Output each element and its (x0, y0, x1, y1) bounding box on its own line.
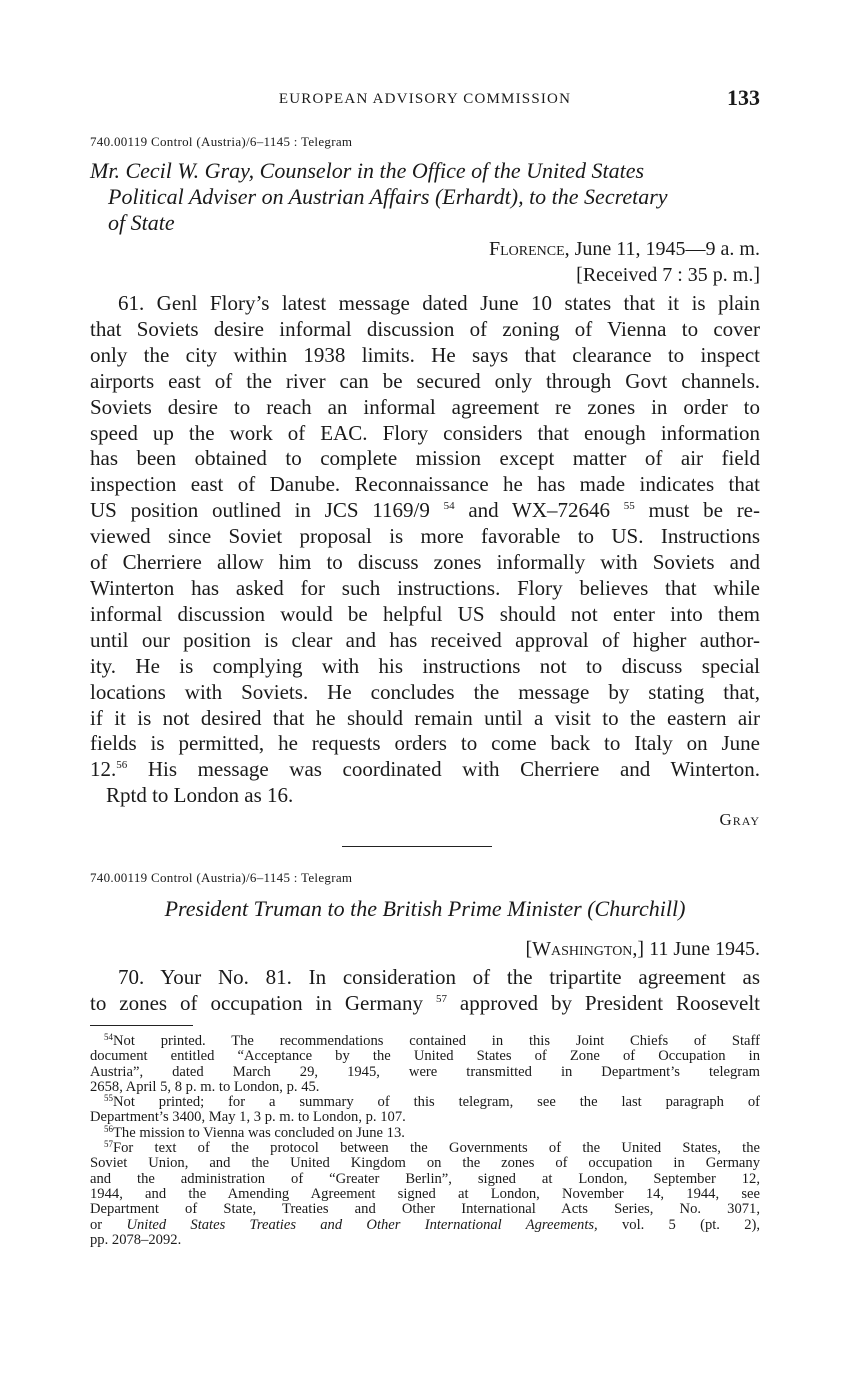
page-number: 133 (727, 85, 760, 110)
section-divider (342, 846, 492, 847)
footnote-line: Soviet Union, and the United Kingdom on the zones of occupation in Germany (90, 1155, 760, 1172)
page-header (90, 85, 760, 118)
footnote-ref-56[interactable]: 56 (116, 759, 128, 772)
footnote-56 (90, 1123, 760, 1141)
body-line (90, 498, 760, 524)
document-heading: President Truman to the British Prime Minister (Churchill) (164, 896, 686, 921)
footnote-line (90, 1095, 760, 1110)
body-text-segment: and WX–72646 (468, 498, 611, 523)
dateline-date: June 11, 1945—9 a. m. (574, 238, 760, 260)
body-line: 70. Your No. 81. In consideration of the tripartite agreement as (118, 965, 760, 989)
footnote-line: 2658, April 5, 8 p. m. to London, p. 45. (90, 1078, 320, 1095)
dateline-place: [Washington,] (525, 938, 645, 960)
footnote-text: or (90, 1216, 103, 1233)
body-line: that Soviets desire informal discussion of zoning of Vienna to cover (90, 316, 760, 341)
heading-line: Mr. Cecil W. Gray, Counselor in the Office of the United States (90, 158, 645, 183)
footnote-text: Not printed. The recommendations contained in this Joint Chiefs of Staff (113, 1033, 760, 1049)
body-text-segment: to zones of occupation in Germany (90, 990, 423, 1015)
footnote-text: Not printed; for a summary of this telegram, see the last paragraph of (113, 1094, 760, 1111)
body-line: locations with Soviets. He concludes the message by stating that, (90, 679, 760, 704)
body-line: until our position is clear and has received approval of higher author- (90, 627, 760, 652)
message-body (90, 965, 760, 1017)
body-line: Winterton has asked for such instructions. Flory believes that while (90, 575, 760, 600)
body-text-segment: must be re- (648, 498, 760, 523)
body-text-segment: 12. (90, 757, 117, 782)
body-line: airports east of the river can be secured only through Govt channels. (90, 368, 760, 393)
file-reference: 740.00119 Control (Austria)/6–1145 : Telegram (90, 870, 353, 885)
footnote-mark: 54 (104, 1032, 113, 1042)
footnote-line: Department’s 3400, May 1, 3 p. m. to London, p. 107. (90, 1109, 406, 1126)
footnote-55 (90, 1095, 760, 1126)
footnote-line: and the administration of “Greater Berlin”, signed at London, September 12, (90, 1170, 760, 1187)
footnote-mark: 55 (104, 1093, 113, 1104)
footnotes (90, 1034, 760, 1248)
received-time: [Received 7 : 35 p. m.] (576, 264, 760, 286)
body-line: inspection east of Danube. Reconnaissance he has made indicates that (90, 472, 760, 497)
footnote-rule (90, 1025, 193, 1026)
body-line: ity. He is complying with his instructions not to discuss special (90, 653, 760, 678)
heading-line: Political Adviser on Austrian Affairs (Erhardt), to the Secretary (108, 184, 668, 209)
footnote-mark: 56 (104, 1123, 113, 1134)
footnote-text: For text of the protocol between the Governments of the United States, the (113, 1140, 760, 1157)
body-line: speed up the work of EAC. Flory considers that enough information (90, 420, 760, 445)
dateline-date: 11 June 1945. (649, 938, 760, 960)
dateline (489, 236, 760, 262)
footnote-line (90, 1141, 760, 1156)
publication-title: United States Treaties and Other International Agreements, (126, 1216, 598, 1233)
footnote-text: vol. 5 (pt. 2), (621, 1216, 760, 1233)
body-line: only the city within 1938 limits. He says that clearance to inspect (90, 342, 760, 367)
footnote-ref-54[interactable]: 54 (443, 500, 455, 513)
body-line: Soviets desire to reach an informal agreement re zones in order to (90, 394, 760, 419)
body-line: has been obtained to complete mission except matter of air field (90, 446, 760, 471)
footnote-line (90, 1218, 760, 1233)
footnote-54 (90, 1034, 760, 1095)
body-line: viewed since Soviet proposal is more favorable to US. Instructions (90, 524, 760, 549)
footnote-line: 1944, and the Amending Agreement signed at London, November 14, 1944, see (90, 1185, 760, 1202)
body-line (90, 757, 760, 783)
signature: Gray (719, 810, 760, 829)
body-text-segment: approved by President Roosevelt (459, 990, 761, 1015)
body-line: 61. Genl Flory’s latest message dated June 10 states that it is plain (118, 291, 760, 315)
body-line: informal discussion would be helpful US should not enter into them (90, 601, 760, 626)
footnote-ref-55[interactable]: 55 (623, 500, 635, 513)
body-line: Rptd to London as 16. (106, 783, 294, 808)
footnote-line (90, 1034, 760, 1049)
body-text-segment: His message was coordinated with Cherriere and Winterton. (147, 757, 760, 782)
body-line (90, 991, 760, 1017)
dateline (525, 936, 760, 962)
footnote-mark: 57 (104, 1139, 113, 1150)
body-line: if it is not desired that he should remain until a visit to the eastern air (90, 705, 760, 730)
body-text-segment: US position outlined in JCS 1169/9 (90, 498, 430, 523)
footnote-line (90, 1123, 760, 1141)
body-line: fields is permitted, he requests orders to come back to Italy on June (90, 731, 760, 756)
footnote-line: Department of State, Treaties and Other International Acts Series, No. 3071, (90, 1201, 760, 1218)
footnote-line: document entitled “Acceptance by the United States of Zone of Occupation in (90, 1048, 760, 1065)
footnote-text: The mission to Vienna was concluded on June 13. (113, 1124, 405, 1141)
footnote-ref-57[interactable]: 57 (435, 992, 447, 1005)
file-reference: 740.00119 Control (Austria)/6–1145 : Telegram (90, 134, 353, 149)
document-heading (90, 158, 760, 236)
footnote-line: pp. 2078–2092. (90, 1231, 182, 1248)
heading-line: of State (108, 210, 175, 235)
dateline-place: Florence, (488, 238, 570, 260)
running-title: EUROPEAN ADVISORY COMMISSION (278, 91, 572, 107)
telegram-body (90, 291, 760, 809)
footnote-line: Austria”, dated March 29, 1945, were transmitted in Department’s telegram (90, 1063, 760, 1080)
body-line: of Cherriere allow him to discuss zones informally with Soviets and (90, 550, 760, 575)
footnote-57 (90, 1141, 760, 1248)
